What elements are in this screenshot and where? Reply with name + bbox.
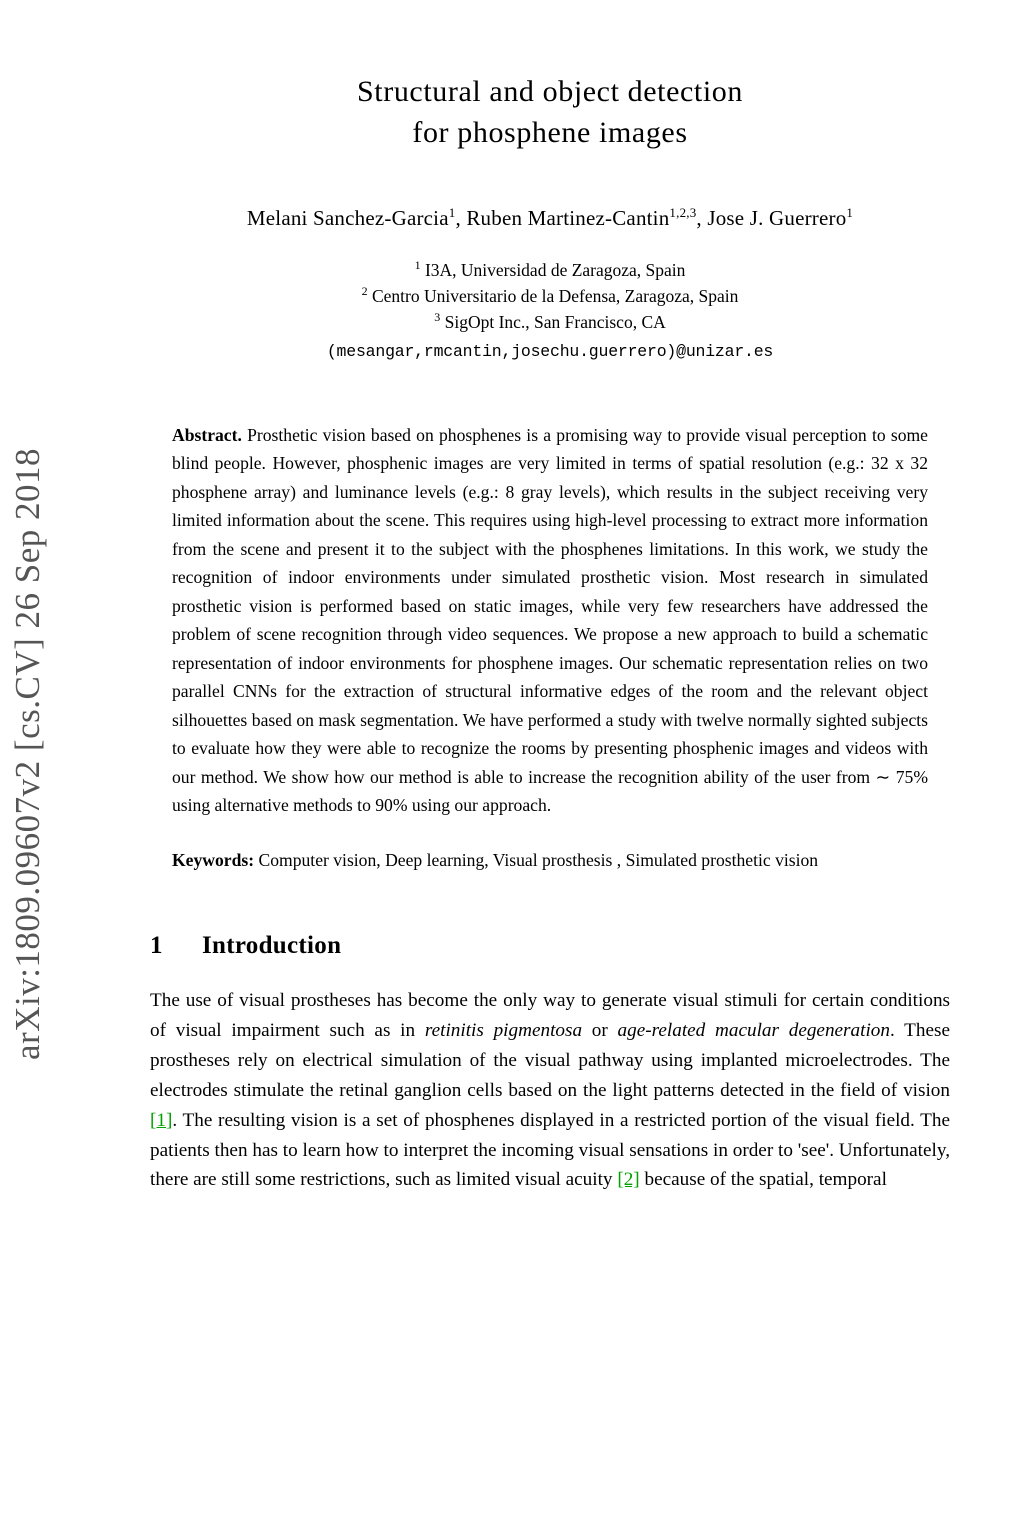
keywords-label: Keywords:	[172, 849, 255, 870]
affiliation-3	[150, 309, 950, 335]
paper-content	[150, 0, 950, 1195]
abstract-label: Abstract.	[172, 424, 242, 445]
author-separator-1: , Ruben Martinez-Cantin	[455, 206, 670, 230]
affiliation-2	[150, 283, 950, 309]
contact-email: (mesangar,rmcantin,josechu.guerrero)@unizar.es	[326, 341, 774, 361]
intro-text-part-5: because of the spatial, temporal	[639, 1169, 887, 1191]
affiliation-1	[150, 257, 950, 283]
citation-link-2[interactable]: [2]	[617, 1169, 640, 1191]
introduction-paragraph	[150, 986, 950, 1196]
affiliation-3-text: SigOpt Inc., San Francisco, CA	[444, 312, 666, 333]
author-1: Melani Sanchez-Garcia	[246, 206, 449, 230]
intro-text-part-4: . The resulting vision is a set of phosphenes displayed in a restricted portion of the visual field. The patients then has to learn how to interpret the incoming visual sensations in order to 'see'. Unfortunately, there are still some restrictions, such as limited visual acuity	[150, 1109, 950, 1191]
author-separator-2: , Jose J. Guerrero	[696, 206, 847, 230]
affiliation-1-marker: 1	[414, 258, 421, 272]
intro-text-part-3: . These prostheses rely on electrical simulation of the visual pathway using implanted microelectrodes. The electrodes stimulate the retinal ganglion cells based on the light patterns detected in the field of vision	[150, 1019, 950, 1101]
keywords-section	[150, 846, 950, 874]
title-line-2: for phosphene images	[412, 115, 688, 149]
intro-italic-term-1: retinitis pigmentosa	[424, 1019, 583, 1041]
affiliation-2-text: Centro Universitario de la Defensa, Zaragoza, Spain	[371, 286, 739, 307]
arxiv-identifier-stamp: arXiv:1809.09607v2 [cs.CV] 26 Sep 2018	[8, 447, 47, 1060]
affiliation-2-marker: 2	[361, 284, 368, 299]
author-1-affiliation-marker: 1	[448, 205, 456, 220]
section-title: Introduction	[202, 931, 342, 959]
abstract-text: Prosthetic vision based on phosphenes is a promising way to provide visual perception to some blind people. However, phosphenic images are very limited in terms of spatial resolution (e.g.: 32 x 32 phosphene array) and luminance levels (e.g.: 8 gray levels), which results in the subject receiving very limited information about the scene. This requires using high-level processing to extract more information from the scene and present it to the subject with the phosphenes limitations. In this work, we study the recognition of indoor environments under simulated prosthetic vision. Most research in simulated prosthetic vision is performed based on static images, while very few researchers have addressed the problem of scene recognition through video sequences. We propose a new approach to build a schematic representation of indoor environments for phosphene images. Our schematic representation relies on two parallel CNNs for the extraction of structural informative edges of the room and the relevant object silhouettes based on mask segmentation. We have performed a study with twelve normally sighted subjects to evaluate how they were able to recognize the rooms by presenting phosphenic images and videos with our method. We show how our method is able to increase the recognition ability of the user from ∼ 75% using alternative methods to 90% using our approach.	[172, 424, 928, 816]
affiliation-1-text: I3A, Universidad de Zaragoza, Spain	[424, 259, 686, 280]
page-title	[150, 72, 950, 153]
intro-text-part-1: The use of visual prostheses has become the only way to generate visual stimuli for certain conditions of visual impairment such as in	[150, 989, 950, 1041]
author-3-affiliation-marker: 1	[846, 205, 854, 220]
abstract-section	[150, 421, 950, 820]
section-heading-introduction	[150, 932, 950, 960]
affiliation-list	[150, 257, 950, 336]
citation-link-1[interactable]: [1]	[150, 1109, 173, 1131]
title-line-1: Structural and object detection	[357, 75, 743, 108]
intro-italic-term-2: age-related macular degeneration	[617, 1019, 890, 1041]
section-number: 1	[150, 931, 163, 959]
keywords-text: Computer vision, Deep learning, Visual prosthesis , Simulated prosthetic vision	[258, 849, 819, 870]
affiliation-3-marker: 3	[434, 310, 441, 325]
author-list	[150, 205, 950, 231]
author-2-affiliation-marker: 1,2,3	[669, 205, 697, 220]
intro-text-part-2: or	[582, 1019, 618, 1041]
